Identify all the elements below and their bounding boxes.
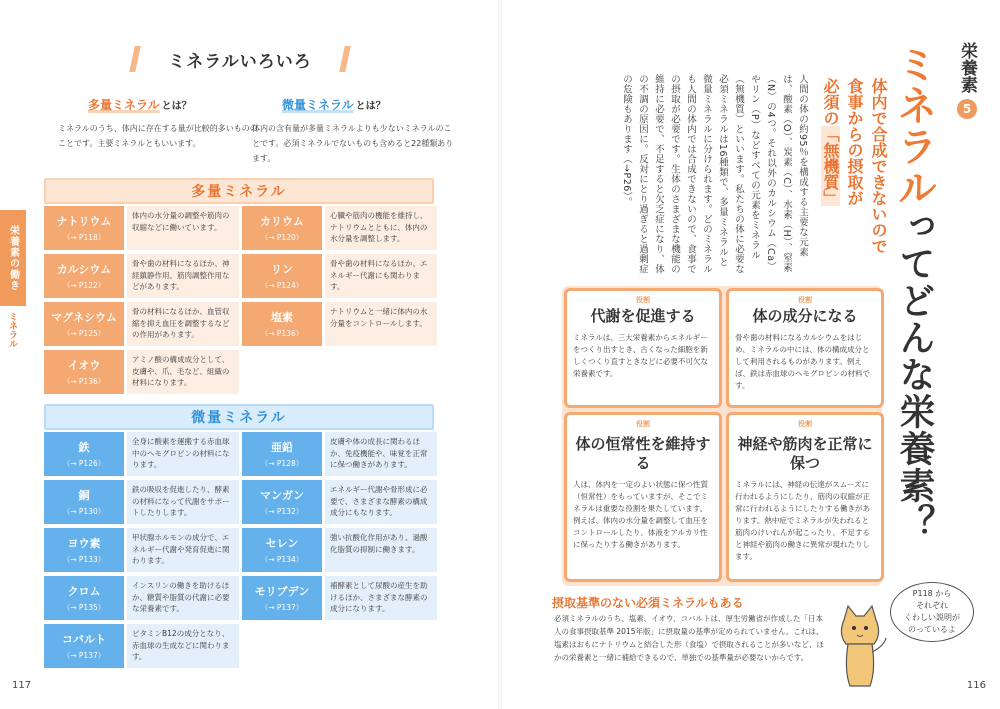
function-panel [562,286,882,586]
function-tag: 役割 [636,420,650,428]
mineral-description: 骨や歯の材料になるほか、エネルギー代謝にも関わります。 [325,254,437,298]
mineral-name-box[interactable] [44,350,124,394]
mineral-name-box[interactable] [44,432,124,476]
mineral-name: 亜鉛 [271,441,293,454]
sub-title-line-3-pre: 必須の [821,78,840,126]
mineral-page-ref: （→ P122） [62,281,106,290]
sub-title-line-1: 体内で合成できないので [869,78,888,254]
mineral-name: セレン [265,537,299,550]
mineral-description: 骨や歯の材料になるほか、神経鎮静作用、筋肉調整作用などがあります。 [127,254,239,298]
mineral-name: クロム [67,585,101,598]
trace-mineral-grid [44,432,434,668]
mineral-page-ref: （→ P134） [260,555,304,564]
main-title-accent: ミネラル [891,44,937,208]
mineral-name: モリブデン [254,585,310,598]
mineral-name: コバルト [62,633,106,646]
mineral-page-ref: （→ P137） [62,651,106,660]
mineral-description: アミノ酸の構成成分として、皮膚や、爪、毛など、組織の材料になります。 [127,350,239,394]
trace-definition-text: 体内の含有量が多量ミネラルよりも少ないミネラルのことです。必須ミネラルでないものも含めると22種類あります。 [252,124,454,163]
mineral-name-box[interactable] [242,432,322,476]
function-text: 人は、体内を一定のよい状態に保つ性質（恒常性）をもっていますが、そこでミネラルは重要な役割を果たしています。例えば、体内の水分量を調整して血圧をコントロールしたり、体液をアルカリ性に保ったりする働きがあります。 [573,480,708,549]
bubble-line: P118 から [912,589,952,598]
mineral-page-ref: （→ P126） [62,459,106,468]
page-number-left: 117 [12,680,32,691]
page-number-right: 116 [966,680,986,691]
mineral-name: ヨウ素 [67,537,101,550]
note-title: 摂取基準のない必須ミネラルもある [552,596,744,610]
macro-mineral-grid [44,206,434,394]
sub-title-line-2: 食事からの摂取が [845,78,864,206]
function-title: 代謝を促進する [590,307,696,325]
trace-question: とは？ [355,101,386,112]
mineral-name-box[interactable] [44,254,124,298]
function-title: 神経や筋肉を正常に保つ [737,435,873,472]
chapter-side-label: ミネラル [7,312,17,348]
function-tag: 役割 [798,420,812,428]
mineral-description: エネルギー代謝や骨形成に必要で、さまざまな酵素の構成成分にもなります。 [325,480,437,524]
mineral-name-box[interactable] [44,206,124,250]
mineral-description: 心臓や筋肉の機能を維持し、ナトリウムとともに、体内の水分量を調整します。 [325,206,437,250]
right-page [500,0,1000,709]
mineral-name: イオウ [67,359,101,372]
macro-question: とは？ [161,101,192,112]
mineral-page-ref: （→ P133） [62,555,106,564]
main-title-rest: ってどんな栄養素？ [894,208,935,541]
macro-definition-text: ミネラルのうち、体内に存在する量が比較的多いもののことです。主要ミネラルともいいます。 [58,124,258,148]
mineral-name-box[interactable] [242,528,322,572]
function-card [726,288,884,408]
mineral-page-ref: （→ P136） [62,377,106,386]
body-text: 人間の体の約95％を構成する主要な元素は、酸素（O）、炭素（C）、水素（H）、窒素（N）の4つ。それ以外のカルシウム（Ca）やリン（P）などすべての元素をミネラル（無機質）といいます。私たちの体に必要な必須ミネラルは16種類で、多量ミネラルと微量ミネラルに分けられます。どのミネラルも人間の体内では合成できないので、食事での摂取が必要です。生体のさまざまな機能の維持に必要で、不足すると欠乏症になり、体の不調の原因に。反対にとり過ぎると過剰症の危険もあります（→P26）。 [621,74,808,274]
mineral-name-box[interactable] [242,206,322,250]
mineral-page-ref: （→ P132） [260,507,304,516]
mineral-name-box[interactable] [44,528,124,572]
mineral-name-box[interactable] [242,480,322,524]
chapter-side-tab[interactable]: 栄養素の働き [0,210,26,306]
mineral-description: 皮膚や体の成長に関わるほか、免疫機能や、味覚を正常に保つ働きがあります。 [325,432,437,476]
macro-term: 多量ミネラル [88,98,160,112]
mineral-name: ナトリウム [56,215,112,228]
mineral-page-ref: （→ P136） [260,329,304,338]
speech-bubble [890,582,974,642]
mineral-name-box[interactable] [242,254,322,298]
mineral-name-box[interactable] [44,576,124,620]
function-card [726,412,884,582]
mineral-page-ref: （→ P137） [260,603,304,612]
mineral-name: カルシウム [56,263,112,276]
function-tag: 役割 [798,296,812,304]
trace-definition [252,96,457,166]
sub-title-line-3-highlight: 「無機質」 [821,126,840,206]
function-title: 体の恒常性を維持する [575,435,711,472]
mineral-description: 補酵素として尿酸の産生を助けるほか、さまざまな酵素の成分になります。 [325,576,437,620]
function-card [564,412,722,582]
function-title: 体の成分になる [752,307,858,325]
function-text: ミネラルには、神経の伝達がスムーズに行われるようにしたり、筋肉の収縮が正常に行われるようにしたりする働きがあります。熱中症でミネラルが失われると筋肉のけいれんが起こったり、不足すると神経や筋肉の働きに異常が現れたりします。 [735,480,870,561]
cat-illustration [830,600,890,690]
series-box [947,42,987,119]
macro-definition [58,96,263,151]
mineral-description: インスリンの働きを助けるほか、糖質や脂質の代謝に必要な栄養素です。 [127,576,239,620]
trace-group-header: 微量ミネラル [44,404,434,430]
mineral-page-ref: （→ P120） [260,233,304,242]
mineral-page-ref: （→ P128） [260,459,304,468]
mineral-name: マンガン [260,489,304,502]
mineral-description: 全身に酸素を運搬する赤血球中のヘモグロビンの材料になります。 [127,432,239,476]
mineral-name: 鉄 [78,441,90,454]
mineral-name: リン [271,263,293,276]
note-text: 必須ミネラルのうち、塩素、イオウ、コバルトは、厚生労働省が作成した「日本人の食事摂取基準 2015年版」に摂取量の基準が定められていません。これは、塩素はおもにナトリウムと結合した形（食塩）で摂取されることが多いなど、ほかの栄養素と一緒に補給できるので、単独での基準量が必要ないからです。 [554,614,824,662]
mineral-description: 強い抗酸化作用があり、過酸化脂質の抑制に働きます。 [325,528,437,572]
mineral-name: 銅 [78,489,90,502]
series-label: 栄養素 [957,42,977,93]
series-number-badge: 5 [957,99,977,119]
mineral-page-ref: （→ P124） [260,281,304,290]
mineral-page-ref: （→ P130） [62,507,106,516]
macro-group-header: 多量ミネラル [44,178,434,204]
mineral-page-ref: （→ P125） [62,329,106,338]
function-card [564,288,722,408]
mineral-description: 体内の水分量の調整や筋肉の収縮などに働いています。 [127,206,239,250]
mineral-name: マグネシウム [51,311,117,324]
function-text: 骨や歯の材料になるカルシウムをはじめ、ミネラルの中には、体の構成成分として利用されるものがあります。例えば、鉄は赤血球のヘモグロビンの材料です。 [735,333,870,390]
mineral-description: 骨の材料になるほか、血管収縮を抑え血圧を調整するなどの作用があります。 [127,302,239,346]
bubble-line: それぞれ [916,601,948,610]
function-text: ミネラルは、三大栄養素からエネルギーをつくり出すとき、古くなった細胞を新しくつくり直すときなどに必要不可欠な栄養素です。 [573,333,708,378]
mineral-name: カリウム [260,215,304,228]
mineral-name-box[interactable] [44,624,124,668]
mineral-name: 塩素 [271,311,293,324]
sub-title [818,78,890,278]
mineral-description: ナトリウムと一緒に体内の水分量をコントロールします。 [325,302,437,346]
mineral-page-ref: （→ P135） [62,603,106,612]
bubble-line: くわしい説明が [904,613,960,622]
mineral-description: 甲状腺ホルモンの成分で、エネルギー代謝や発育促進に関わります。 [127,528,239,572]
mineral-description: ビタミンB12の成分となり、赤血球の生成などに関わります。 [127,624,239,668]
mineral-description: 鉄の吸収を促進したり、酵素の材料になって代謝をサポートしたりします。 [127,480,239,524]
mineral-name-box[interactable] [242,576,322,620]
mineral-name-box[interactable] [44,302,124,346]
bubble-line: のっているよ [908,625,956,634]
mineral-name-box[interactable] [44,480,124,524]
main-title [892,44,936,541]
mineral-page-ref: （→ P118） [62,233,106,242]
mineral-name-box[interactable] [242,302,322,346]
section-title: ミネラルいろいろ [140,42,340,76]
trace-term: 微量ミネラル [282,98,354,112]
function-tag: 役割 [636,296,650,304]
